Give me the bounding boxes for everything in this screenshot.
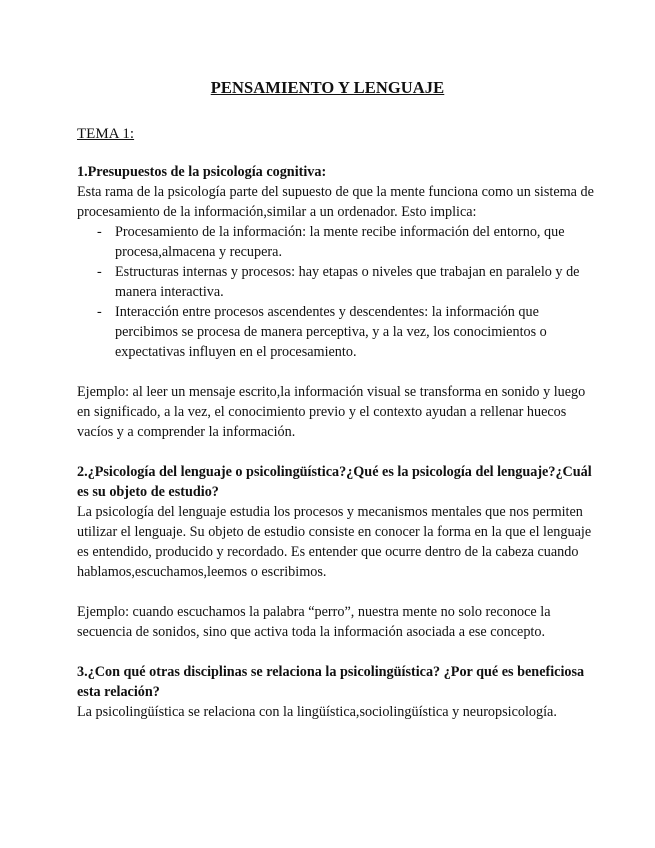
section-2-heading: 2.¿Psicología del lenguaje o psicolingüística?¿Qué es la psicología del lenguaje?¿Cuál es su objeto de estudio?: [77, 464, 592, 500]
topic-label: TEMA 1:: [77, 126, 135, 142]
section-2-example: Ejemplo: cuando escuchamos la palabra “perro”, nuestra mente no solo reconoce la secuencia de sonidos, sino que activa toda la información asociada a ese concepto.: [77, 604, 551, 640]
section-1-example: Ejemplo: al leer un mensaje escrito,la información visual se transforma en sonido y luego en significado, a la vez, el conocimiento previo y el contexto ayudan a rellenar huecos vacíos y a comprender la información.: [77, 384, 586, 440]
spacer: [77, 442, 597, 462]
section-1-intro: Esta rama de la psicología parte del supuesto de que la mente funciona como un sistema de procesamiento de la información,similar a un ordenador. Esto implica:: [77, 184, 594, 220]
document-title: PENSAMIENTO Y LENGUAJE: [210, 78, 445, 97]
section-3-body: La psicolingüística se relaciona con la lingüística,sociolingüística y neuropsicología.: [77, 704, 557, 720]
spacer: [77, 362, 597, 382]
bullet-item: - Interacción entre procesos ascendentes y descendentes: la información que percibimos se procesa de manera perceptiva, y a la vez, los conocimientos o expectativas influyen en el procesamiento.: [115, 302, 597, 362]
section-2-body: La psicología del lenguaje estudia los procesos y mecanismos mentales que nos permiten utilizar el lenguaje. Su objeto de estudio consiste en conocer la forma en la que el lenguaje es entendido, producido y recordado. Es entender que ocurre dentro de la cabeza cuando hablamos,escuchamos,leemos o escribimos.: [77, 504, 592, 580]
bullet-item: - Procesamiento de la información: la mente recibe información del entorno, que procesa,almacena y recupera.: [115, 222, 597, 262]
section-1-heading: 1.Presupuestos de la psicología cognitiva:: [77, 164, 327, 180]
spacer: [77, 582, 597, 602]
document-content: [77, 162, 597, 722]
section-3-heading: 3.¿Con qué otras disciplinas se relaciona la psicolingüística? ¿Por qué es beneficiosa esta relación?: [77, 664, 585, 700]
section-1-bullet-list: [77, 222, 597, 362]
bullet-item: - Estructuras internas y procesos: hay etapas o niveles que trabajan en paralelo y de manera interactiva.: [115, 262, 597, 302]
spacer: [77, 642, 597, 662]
